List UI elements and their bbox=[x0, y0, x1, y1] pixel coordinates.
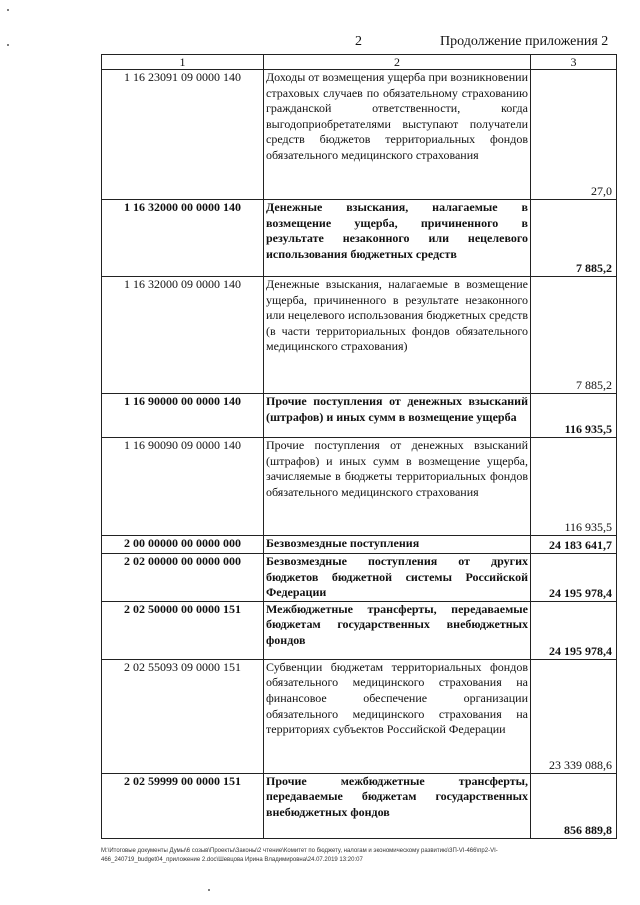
amount-cell: 23 339 088,6 bbox=[531, 659, 617, 773]
amount-cell: 24 183 641,7 bbox=[531, 536, 617, 554]
page-number: 2 bbox=[355, 34, 362, 49]
table-row bbox=[102, 601, 617, 659]
name-cell: Безвозмездные поступления от других бюджетов бюджетной системы Российской Федерации bbox=[264, 554, 531, 602]
amount-cell: 27,0 bbox=[531, 70, 617, 200]
name-cell: Прочие поступления от денежных взысканий (штрафов) и иных сумм в возмещение ущерба bbox=[264, 394, 531, 438]
code-cell: 2 02 50000 00 0000 151 bbox=[102, 601, 264, 659]
amount-cell: 24 195 978,4 bbox=[531, 554, 617, 602]
table-row bbox=[102, 554, 617, 602]
table-header-row bbox=[102, 55, 617, 70]
table-row bbox=[102, 659, 617, 773]
name-cell: Денежные взыскания, налагаемые в возмещение ущерба, причиненного в результате незаконного или нецелевого использования бюджетных средств (в части территориальных фондов обязательного медицинского страхования) bbox=[264, 277, 531, 394]
code-cell: 1 16 23091 09 0000 140 bbox=[102, 70, 264, 200]
scan-speck bbox=[208, 889, 210, 891]
amount-cell: 856 889,8 bbox=[531, 773, 617, 838]
table-row bbox=[102, 277, 617, 394]
name-cell: Прочие межбюджетные трансферты, передаваемые бюджетам государственных внебюджетных фондов bbox=[264, 773, 531, 838]
revenue-table bbox=[101, 54, 617, 839]
table-row bbox=[102, 773, 617, 838]
amount-cell: 116 935,5 bbox=[531, 394, 617, 438]
name-cell: Межбюджетные трансферты, передаваемые бюджетам государственных внебюджетных фондов bbox=[264, 601, 531, 659]
name-cell: Безвозмездные поступления bbox=[264, 536, 531, 554]
table-row bbox=[102, 394, 617, 438]
name-cell: Прочие поступления от денежных взысканий (штрафов) и иных сумм в возмещение ущерба, зачисляемые в бюджеты территориальных фондов обязательного медицинского страхования bbox=[264, 438, 531, 536]
code-cell: 1 16 32000 09 0000 140 bbox=[102, 277, 264, 394]
code-cell: 2 00 00000 00 0000 000 bbox=[102, 536, 264, 554]
code-cell: 1 16 90000 00 0000 140 bbox=[102, 394, 264, 438]
code-cell: 2 02 00000 00 0000 000 bbox=[102, 554, 264, 602]
name-cell: Субвенции бюджетам территориальных фондов обязательного медицинского страхования на финансовое обеспечение организации обязательного медицинского страхования на территориях субъектов Российской Федерации bbox=[264, 659, 531, 773]
column-header: 3 bbox=[531, 55, 617, 70]
amount-cell: 7 885,2 bbox=[531, 277, 617, 394]
column-header: 1 bbox=[102, 55, 264, 70]
name-cell: Денежные взыскания, налагаемые в возмещение ущерба, причиненного в результате незаконного или нецелевого использования бюджетных средств bbox=[264, 200, 531, 277]
amount-cell: 24 195 978,4 bbox=[531, 601, 617, 659]
column-header: 2 bbox=[264, 55, 531, 70]
code-cell: 2 02 55093 09 0000 151 bbox=[102, 659, 264, 773]
scan-speck bbox=[7, 9, 9, 11]
scan-speck bbox=[7, 44, 9, 46]
amount-cell: 7 885,2 bbox=[531, 200, 617, 277]
name-cell: Доходы от возмещения ущерба при возникновении страховых случаев по обязательному страхованию гражданской ответственности, когда выгодоприобретателями выступают получатели средств бюджетов территориальных фондов обязательного медицинского страхования bbox=[264, 70, 531, 200]
code-cell: 1 16 90090 09 0000 140 bbox=[102, 438, 264, 536]
amount-cell: 116 935,5 bbox=[531, 438, 617, 536]
table-row bbox=[102, 536, 617, 554]
table-row bbox=[102, 200, 617, 277]
document-path-footer: М:\Итоговые документы Думы\6 созыв\Проекты\Законы\2 чтение\Комитет по бюджету, налогам и экономическому развитию\3П-VI-466\пр2-VI-466_240719_budget04_приложение 2.doc\Шевцова Ирина Владимировна\24.07.2019 13:20:07 bbox=[101, 848, 498, 863]
code-cell: 2 02 59999 00 0000 151 bbox=[102, 773, 264, 838]
table-row bbox=[102, 438, 617, 536]
table-row bbox=[102, 70, 617, 200]
code-cell: 1 16 32000 00 0000 140 bbox=[102, 200, 264, 277]
continuation-label: Продолжение приложения 2 bbox=[440, 34, 609, 49]
